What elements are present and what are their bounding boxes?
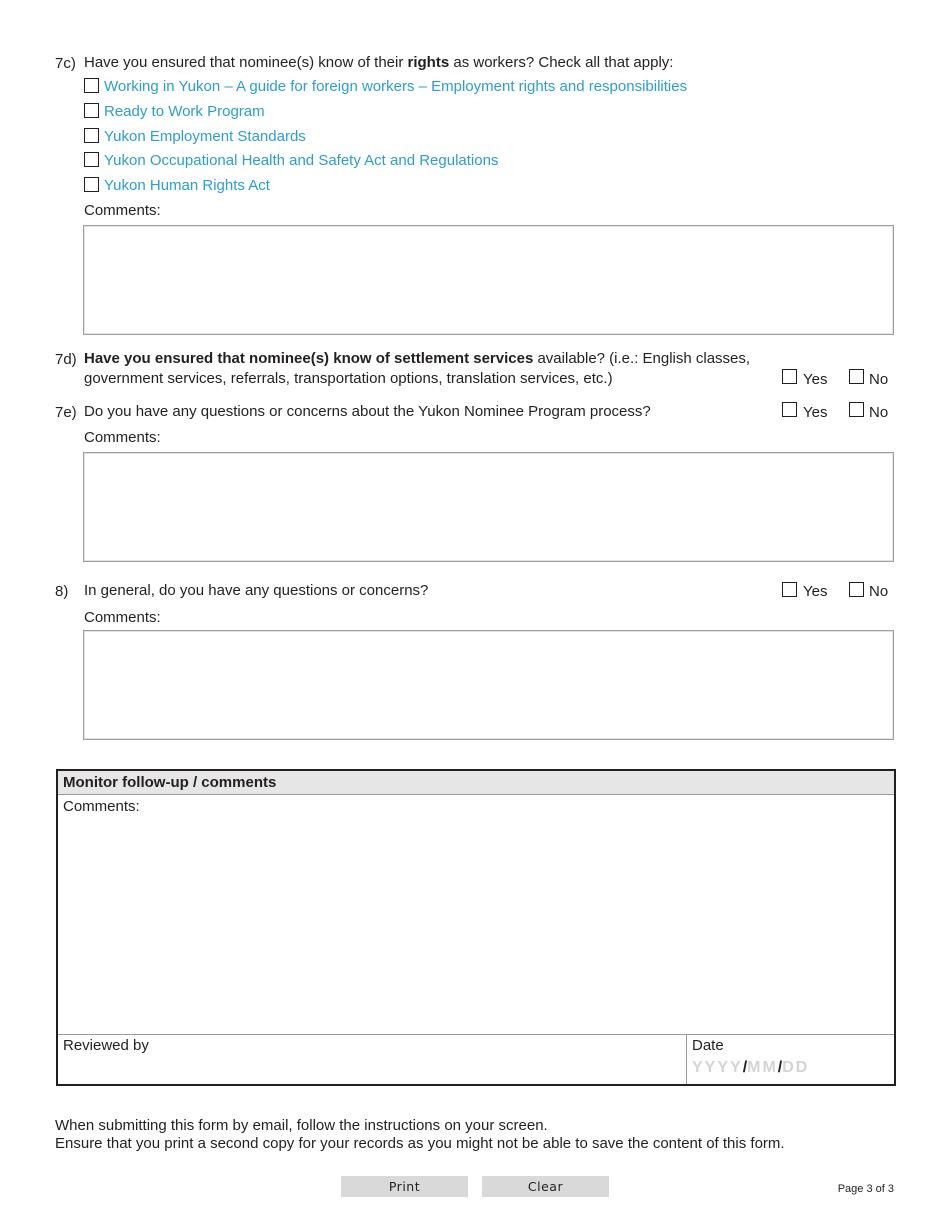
question-7c-text-after: as workers? Check all that apply:	[449, 54, 674, 71]
ready-to-work-checkbox[interactable]	[84, 103, 99, 118]
monitor-followup-section	[56, 769, 896, 1086]
page-number: Page 3 of 3	[837, 1183, 894, 1195]
question-7d-no-label: No	[869, 371, 889, 388]
question-7d-text-line2: government services, referrals, transportation options, translation services, etc.)	[84, 370, 613, 387]
human-rights-act-link[interactable]: Yukon Human Rights Act	[104, 177, 270, 194]
rights-guide-link[interactable]: Working in Yukon – A guide for foreign workers – Employment rights and responsibilities	[104, 78, 688, 95]
question-7c-text	[84, 53, 673, 73]
question-8-no-label: No	[869, 583, 889, 600]
question-8-comments-field[interactable]	[83, 630, 894, 740]
reviewed-by-label: Reviewed by	[63, 1037, 149, 1054]
date-month-placeholder: MM	[747, 1059, 778, 1076]
question-7c-text-before: Have you ensured that nominee(s) know of their	[84, 54, 408, 71]
date-day-placeholder: DD	[782, 1059, 810, 1076]
question-7e-yes-label: Yes	[803, 404, 828, 421]
monitor-comments-label: Comments:	[63, 798, 140, 815]
question-7d-text-bold: Have you ensured that nominee(s) know of settlement services	[84, 350, 534, 367]
question-7d-text	[84, 349, 750, 389]
monitor-comments-field[interactable]	[62, 817, 890, 1031]
footer-instructions-line2: Ensure that you print a second copy for your records as you might not be able to save the content of this form.	[55, 1135, 785, 1152]
question-7e-number: 7e)	[55, 404, 77, 421]
monitor-column-divider	[686, 1034, 687, 1084]
question-7e-yes-checkbox[interactable]	[782, 402, 797, 417]
employment-standards-link[interactable]: Yukon Employment Standards	[104, 128, 306, 145]
question-7e-no-label: No	[869, 404, 889, 421]
monitor-divider	[58, 1034, 894, 1035]
question-7d-yes-label: Yes	[803, 371, 828, 388]
date-separator: /	[777, 1059, 783, 1076]
human-rights-act-checkbox[interactable]	[84, 177, 99, 192]
question-7d-no-checkbox[interactable]	[849, 369, 864, 384]
question-7e-comments-field[interactable]	[83, 452, 894, 562]
question-8-yes-checkbox[interactable]	[782, 582, 797, 597]
question-8-text: In general, do you have any questions or concerns?	[84, 582, 429, 599]
question-8-yes-label: Yes	[803, 583, 828, 600]
date-field[interactable]	[692, 1059, 809, 1077]
rights-guide-checkbox[interactable]	[84, 78, 99, 93]
date-year-placeholder: YYYY	[692, 1059, 743, 1076]
date-label: Date	[692, 1037, 724, 1054]
date-separator: /	[742, 1059, 748, 1076]
footer-instructions-line1: When submitting this form by email, follow the instructions on your screen.	[55, 1117, 548, 1134]
question-7c-comments-field[interactable]	[83, 225, 894, 335]
question-7d-number: 7d)	[55, 351, 77, 368]
question-7e-text: Do you have any questions or concerns about the Yukon Nominee Program process?	[84, 403, 651, 420]
question-7d-text-after: available? (i.e.: English classes,	[533, 350, 751, 367]
ready-to-work-link[interactable]: Ready to Work Program	[104, 103, 265, 120]
monitor-followup-title: Monitor follow-up / comments	[58, 771, 894, 795]
question-8-number: 8)	[55, 583, 69, 600]
question-7c-text-bold: rights	[407, 54, 450, 71]
question-7c-number: 7c)	[55, 55, 76, 72]
ohs-act-checkbox[interactable]	[84, 152, 99, 167]
clear-button[interactable]: Clear	[482, 1176, 609, 1197]
print-button[interactable]: Print	[341, 1176, 468, 1197]
question-7d-yes-checkbox[interactable]	[782, 369, 797, 384]
ohs-act-link[interactable]: Yukon Occupational Health and Safety Act and Regulations	[104, 152, 499, 169]
question-8-comments-label: Comments:	[84, 609, 161, 626]
reviewed-by-field[interactable]	[62, 1057, 682, 1083]
question-8-no-checkbox[interactable]	[849, 582, 864, 597]
question-7e-comments-label: Comments:	[84, 429, 161, 446]
question-7c-comments-label: Comments:	[84, 202, 161, 219]
employment-standards-checkbox[interactable]	[84, 128, 99, 143]
question-7e-no-checkbox[interactable]	[849, 402, 864, 417]
